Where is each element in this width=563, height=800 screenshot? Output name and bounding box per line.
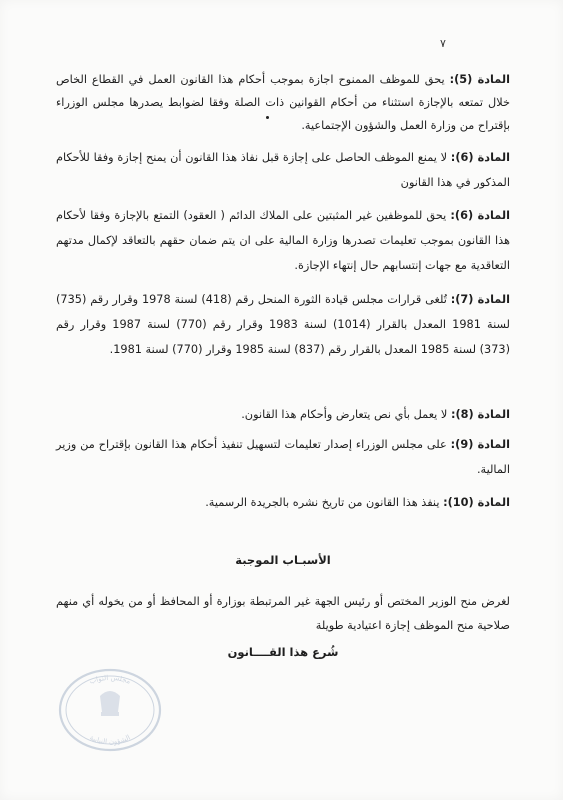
article-10	[56, 491, 510, 514]
stamp-bottom-text: الشؤون النيابية	[88, 733, 132, 747]
reasons-text: لغرض منح الوزير المختص أو رئيس الجهة غير المرتبطة بوزارة أو المحافظ أو من يخوله أي منهم صلاحية منح الموظف إجازة اعتيادية طويلة	[56, 595, 510, 632]
article-6-first	[56, 145, 510, 195]
article-heading: المادة (5):	[449, 73, 510, 86]
article-heading: المادة (7):	[450, 293, 510, 306]
article-heading: المادة (6):	[450, 209, 510, 222]
official-stamp	[56, 666, 164, 754]
stamp-top-text: مجلس النواب	[88, 673, 132, 686]
page-number: ٧	[440, 37, 446, 50]
article-text: يحق للموظف الممنوح اجازة بموجب أحكام هذا القانون العمل في القطاع الخاص خلال تمتعه بالإجازة استثناء من أحكام القوانين ذات الصلة وفقا لضوابط يصدرها مجلس الوزراء بإقتراح من وزارة العمل والشؤون الإجتماعية.	[56, 73, 510, 132]
article-6-second	[56, 203, 510, 278]
article-text: لا يعمل بأي نص يتعارض وأحكام هذا القانون.	[241, 408, 451, 421]
legislated-line: شُرع هذا القــــانون	[227, 645, 339, 659]
article-text: يحق للموظفين غير المثبتين على الملاك الدائم ( العقود) التمتع بالإجازة وفقا لأحكام هذا القانون بموجب تعليمات تصدرها وزارة المالية على ان يتم ضمان حقهم بالتعاقد لإكمال مدتهم التعاقدية مع جهات إنتسابهم حال إنتهاء الإجازة.	[56, 209, 510, 272]
article-7	[56, 287, 510, 362]
article-heading: المادة (8):	[450, 408, 510, 421]
article-8	[56, 403, 510, 426]
article-9	[56, 432, 510, 482]
article-heading: المادة (10):	[443, 496, 510, 509]
reasons-title: الأسبـاب الموجبة	[235, 553, 331, 567]
article-text: على مجلس الوزراء إصدار تعليمات لتسهيل تنفيذ أحكام هذا القانون بإقتراح من وزير المالية.	[56, 438, 510, 476]
svg-text:مجلس النواب	[88, 674, 132, 686]
article-text: ينفذ هذا القانون من تاريخ نشره بالجريدة الرسمية.	[205, 496, 444, 509]
article-heading: المادة (6):	[450, 151, 510, 164]
article-heading: المادة (9):	[450, 438, 510, 451]
article-text: لا يمنع الموظف الحاصل على إجازة قبل نفاذ هذا القانون أن يمنح إجازة وفقا للأحكام المذكور في هذا القانون	[56, 151, 510, 189]
svg-text:الشؤون النيابية	[88, 734, 131, 747]
article-text: تُلغى قرارات مجلس قيادة الثورة المنحل رقم (418) لسنة 1978 وقرار رقم (735) لسنة 1981 المعدل بالقرار (1014) لسنة 1983 وقرار رقم (770) لسنة 1987 وقرار رقم (373) لسنة 1985 المعدل بالقرار رقم (837) لسنة 1985 وقرار (770) لسنة 1981.	[56, 293, 511, 356]
article-5	[56, 68, 510, 137]
